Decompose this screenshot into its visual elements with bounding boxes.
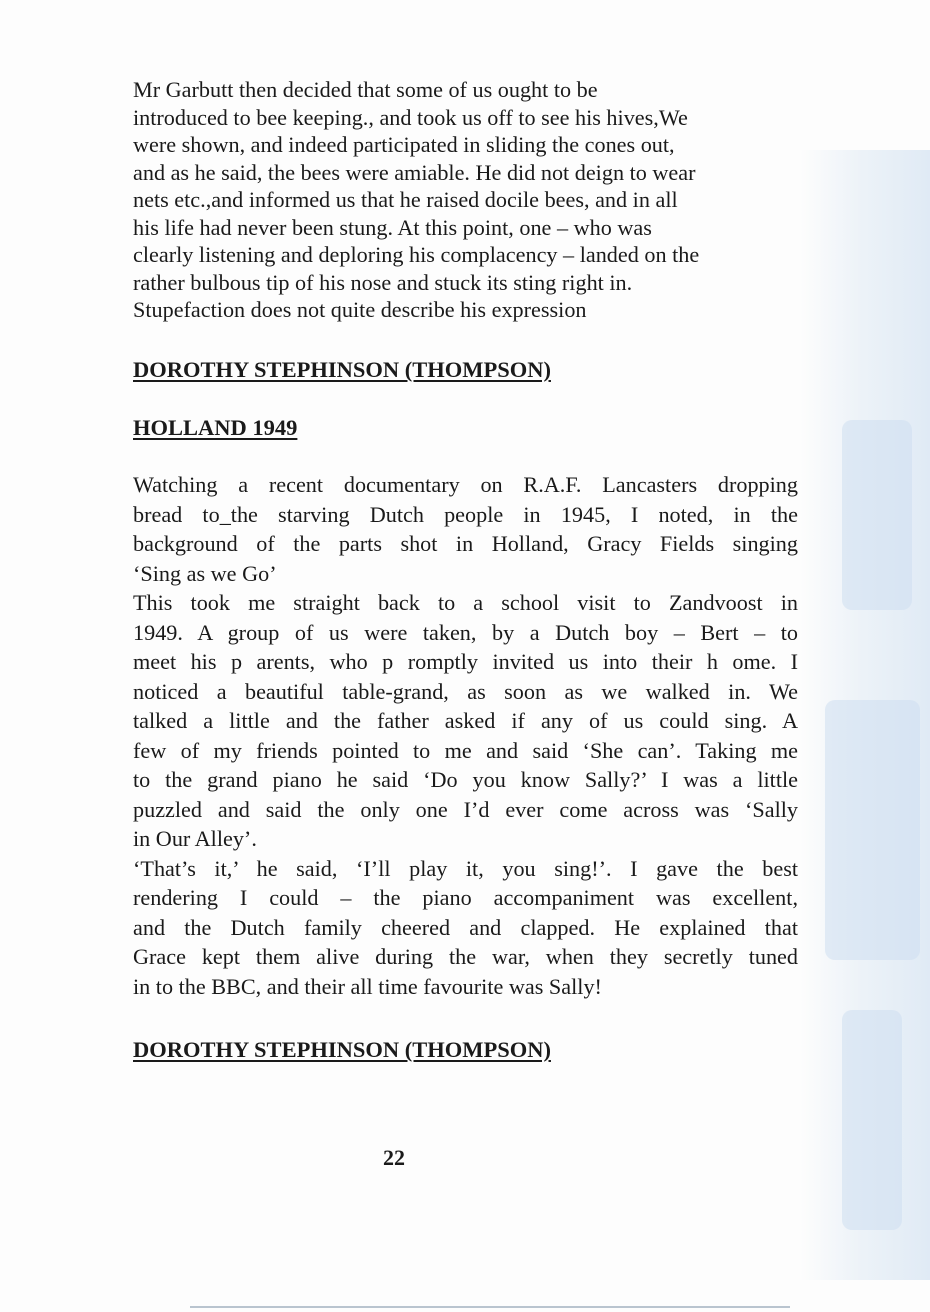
text-line: in Our Alley’. bbox=[133, 826, 257, 851]
intro-paragraph bbox=[133, 76, 798, 324]
text-line: Mr Garbutt then decided that some of us ought to be bbox=[133, 77, 598, 102]
bleed-streak bbox=[825, 700, 920, 960]
bleed-streak bbox=[842, 420, 912, 610]
text-line: ‘That’s it,’ he said, ‘I’ll play it, you sing!’. I gave the best bbox=[133, 855, 798, 881]
text-line: rather bulbous tip of his nose and stuck its sting right in. bbox=[133, 269, 633, 295]
text-line: in to the BBC, and their all time favourite was Sally! bbox=[133, 973, 602, 999]
text-line: clearly listening and deploring his complacency – landed on the bbox=[133, 242, 700, 267]
author-heading: DOROTHY STEPHINSON (THOMPSON) bbox=[133, 1037, 551, 1062]
story-paragraph bbox=[133, 470, 798, 1001]
text-line: background of the parts shot in Holland, Gracy Fields singing bbox=[133, 531, 798, 556]
page-edge-line bbox=[190, 1306, 790, 1308]
author-heading: DOROTHY STEPHINSON (THOMPSON) bbox=[133, 357, 551, 382]
text-line: were shown, and indeed participated in sliding the cones out, bbox=[133, 132, 675, 157]
text-line: talked a little and the father asked if any of us could sing. A bbox=[133, 708, 798, 733]
text-line: and the Dutch family cheered and clapped. He explained that bbox=[133, 914, 798, 940]
story-title: HOLLAND 1949 bbox=[133, 415, 298, 440]
text-line: bread to_the starving Dutch people in 1945, I noted, in the bbox=[133, 501, 798, 527]
text-line: noticed a beautiful table-grand, as soon as we walked in. We bbox=[133, 678, 798, 704]
text-line: meet his p arents, who p romptly invited us into their h ome. I bbox=[133, 649, 798, 674]
text-line: ‘Sing as we Go’ bbox=[133, 560, 277, 586]
text-line: This took me straight back to a school visit to Zandvoost in bbox=[133, 590, 798, 615]
text-line: introduced to bee keeping., and took us off to see his hives,We bbox=[133, 104, 688, 130]
text-line: Stupefaction does not quite describe his expression bbox=[133, 297, 587, 322]
text-line: puzzled and said the only one I’d ever come across was ‘Sally bbox=[133, 796, 798, 822]
bleed-streak bbox=[842, 1010, 902, 1230]
text-line: nets etc.,and informed us that he raised docile bees, and in all bbox=[133, 187, 678, 212]
text-line: 1949. A group of us were taken, by a Dutch boy – Bert – to bbox=[133, 619, 798, 645]
text-line: his life had never been stung. At this point, one – who was bbox=[133, 214, 652, 240]
page-number: 22 bbox=[383, 1145, 405, 1170]
text-line: Watching a recent documentary on R.A.F. Lancasters dropping bbox=[133, 472, 798, 497]
text-line: Grace kept them alive during the war, when they secretly tuned bbox=[133, 944, 798, 969]
text-line: rendering I could – the piano accompaniment was excellent, bbox=[133, 885, 798, 910]
text-line: to the grand piano he said ‘Do you know Sally?’ I was a little bbox=[133, 767, 798, 792]
text-line: few of my friends pointed to me and said ‘She can’. Taking me bbox=[133, 737, 798, 763]
text-line: and as he said, the bees were amiable. He did not deign to wear bbox=[133, 159, 696, 185]
